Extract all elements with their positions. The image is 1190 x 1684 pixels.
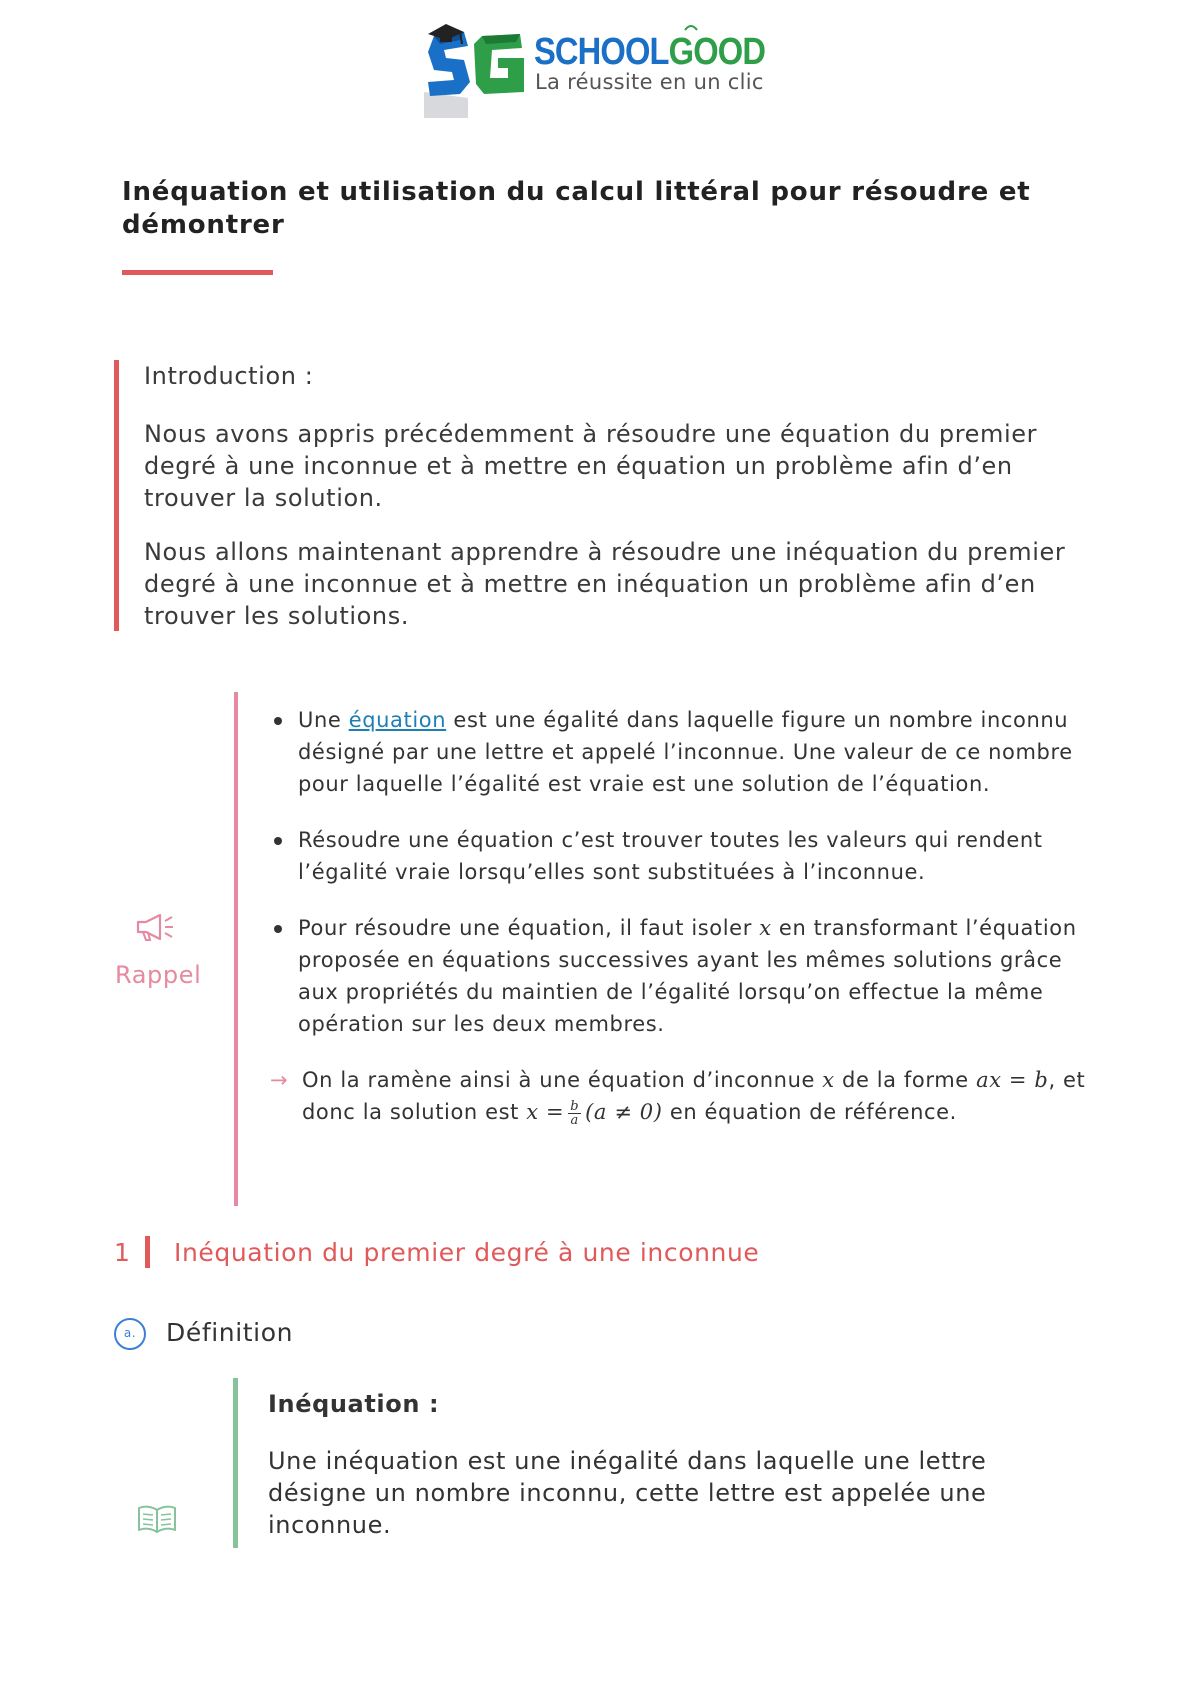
- megaphone-icon: [134, 912, 178, 942]
- var-x: x: [822, 1068, 835, 1092]
- definition-accent-bar: [233, 1378, 238, 1548]
- equation-link[interactable]: équation: [348, 708, 447, 732]
- section-title: Inéquation du premier degré à une inconnue: [174, 1238, 760, 1267]
- definition-text: Une inéquation est une inégalité dans laquelle une lettre désigne un nombre inconnu, cette lettre est appelée une inconnue.: [268, 1447, 987, 1539]
- section-divider: [145, 1236, 150, 1268]
- rappel-item-2: Résoudre une équation c’est trouver toutes les valeurs qui rendent l’égalité vraie lorsqu’elles sont substituées à l’inconnue.: [270, 824, 1100, 888]
- fraction-b-over-a: $\frac{b}{a}$: [570, 1098, 580, 1128]
- rappel-content: [270, 704, 1100, 1128]
- rappel-item-3: Pour résoudre une équation, il faut isoler x en transformant l’équation proposée en équations successives ayant les mêmes solutions grâce aux propriétés du maintien de l’égalité lorsqu’on effectue la même opération sur les deux membres.: [270, 912, 1100, 1040]
- brand-slogan: La réussite en un clic: [535, 70, 764, 94]
- intro-block: [144, 360, 1104, 654]
- rappel-item-1: Une équation est une égalité dans laquelle figure un nombre inconnu désigné par une lettre et appelé l’inconnue. Une valeur de ce nombre pour laquelle l’égalité est vraie est une solution de l’équation.: [270, 704, 1100, 800]
- definition-term: Inéquation :: [268, 1390, 440, 1418]
- subsection-marker: a.: [114, 1318, 146, 1350]
- intro-accent-bar: [114, 360, 119, 631]
- rappel-accent-bar: [234, 692, 238, 1206]
- brand-good: GOOD: [668, 31, 766, 73]
- condition-a-nonzero: (a ≠ 0): [585, 1100, 663, 1124]
- brand-name: [534, 30, 765, 74]
- intro-heading: Introduction :: [144, 362, 314, 390]
- rappel-label: Rappel: [115, 961, 202, 989]
- equation-ax-b: ax = b: [976, 1068, 1049, 1092]
- rappel-bullets: [270, 704, 1100, 1040]
- subsection-title: Définition: [166, 1318, 294, 1347]
- rappel-conclusion: → On la ramène ainsi à une équation d’inconnue x de la forme ax = b, et donc la solution est x = $\frac{b}{a}$ (a ≠ 0) en équation de référence.: [270, 1064, 1100, 1128]
- intro-paragraph-1: Nous avons appris précédemment à résoudre une équation du premier degré à une inconnue et à mettre en équation un problème afin d’en trouver la solution.: [144, 420, 1038, 512]
- page-title: Inéquation et utilisation du calcul littéral pour résoudre et démontrer: [122, 177, 1031, 240]
- arrow-right-icon: →: [270, 1068, 289, 1092]
- brand-school: SCHOOL: [534, 31, 669, 73]
- equation-x-lhs: x =: [526, 1100, 565, 1124]
- intro-paragraph-2: Nous allons maintenant apprendre à résoudre une inéquation du premier degré à une inconnue et à mettre en inéquation un problème afin d’en trouver les solutions.: [144, 538, 1066, 630]
- section-number: 1: [114, 1238, 131, 1267]
- book-icon: [136, 1504, 178, 1534]
- var-x: x: [759, 916, 772, 940]
- title-underline: [122, 270, 273, 275]
